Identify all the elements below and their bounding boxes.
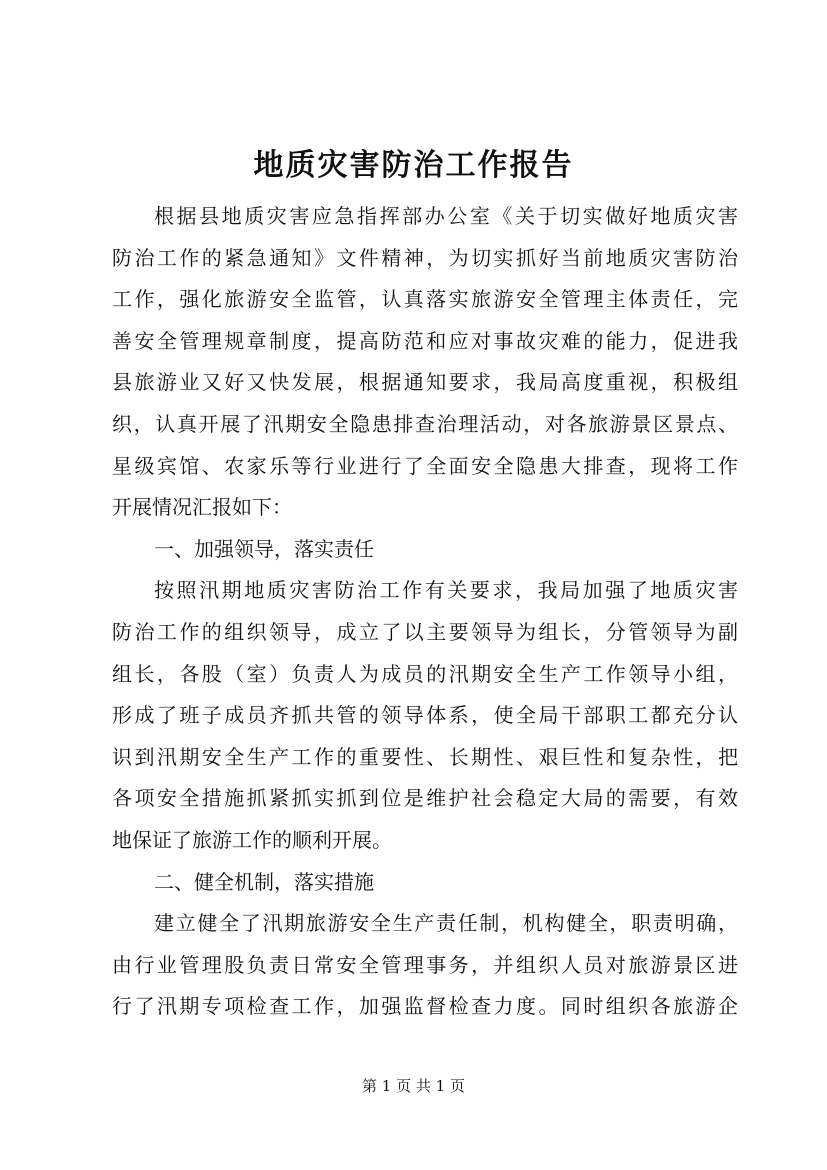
document-body [112, 196, 738, 1028]
paragraph-line: 县旅游业又好又快发展，根据通知要求，我局高度重视，积极组 [112, 370, 738, 395]
paragraph-line: 防治工作的紧急通知》文件精神，为切实抓好当前地质灾害防治 [112, 245, 738, 270]
paragraph-line: 由行业管理股负责日常安全管理事务，并组织人员对旅游景区进 [112, 952, 738, 977]
paragraph-line: 善安全管理规章制度，提高防范和应对事故灾难的能力，促进我 [112, 328, 738, 353]
paragraph-line: 组长，各股（室）负责人为成员的汛期安全生产工作领导小组， [112, 661, 738, 686]
section-heading: 一、加强领导，落实责任 [154, 536, 374, 561]
paragraph-line: 开展情况汇报如下： [112, 495, 292, 520]
section-heading: 二、健全机制，落实措施 [154, 869, 374, 894]
page-number-footer: 第 1 页 共 1 页 [362, 1077, 465, 1095]
paragraph-line: 工作，强化旅游安全监管，认真落实旅游安全管理主体责任，完 [112, 287, 738, 312]
paragraph-line: 织，认真开展了汛期安全隐患排查治理活动，对各旅游景区景点、 [112, 411, 738, 436]
paragraph-line: 地保证了旅游工作的顺利开展。 [112, 827, 392, 852]
paragraph-line: 行了汛期专项检查工作，加强监督检查力度。同时组织各旅游企 [112, 994, 738, 1019]
paragraph-line: 按照汛期地质灾害防治工作有关要求，我局加强了地质灾害 [154, 578, 738, 603]
paragraph-line: 根据县地质灾害应急指挥部办公室《关于切实做好地质灾害 [154, 204, 738, 228]
paragraph-line: 识到汛期安全生产工作的重要性、长期性、艰巨性和复杂性，把 [112, 744, 738, 769]
paragraph-line: 建立健全了汛期旅游安全生产责任制，机构健全，职责明确， [154, 911, 738, 936]
document-title: 地质灾害防治工作报告 [253, 148, 574, 183]
paragraph-line: 防治工作的组织领导，成立了以主要领导为组长，分管领导为副 [112, 619, 738, 644]
paragraph-line: 星级宾馆、农家乐等行业进行了全面安全隐患大排查，现将工作 [112, 453, 738, 478]
paragraph-line: 形成了班子成员齐抓共管的领导体系，使全局干部职工都充分认 [112, 703, 738, 728]
paragraph-line: 各项安全措施抓紧抓实抓到位是维护社会稳定大局的需要，有效 [112, 786, 738, 811]
